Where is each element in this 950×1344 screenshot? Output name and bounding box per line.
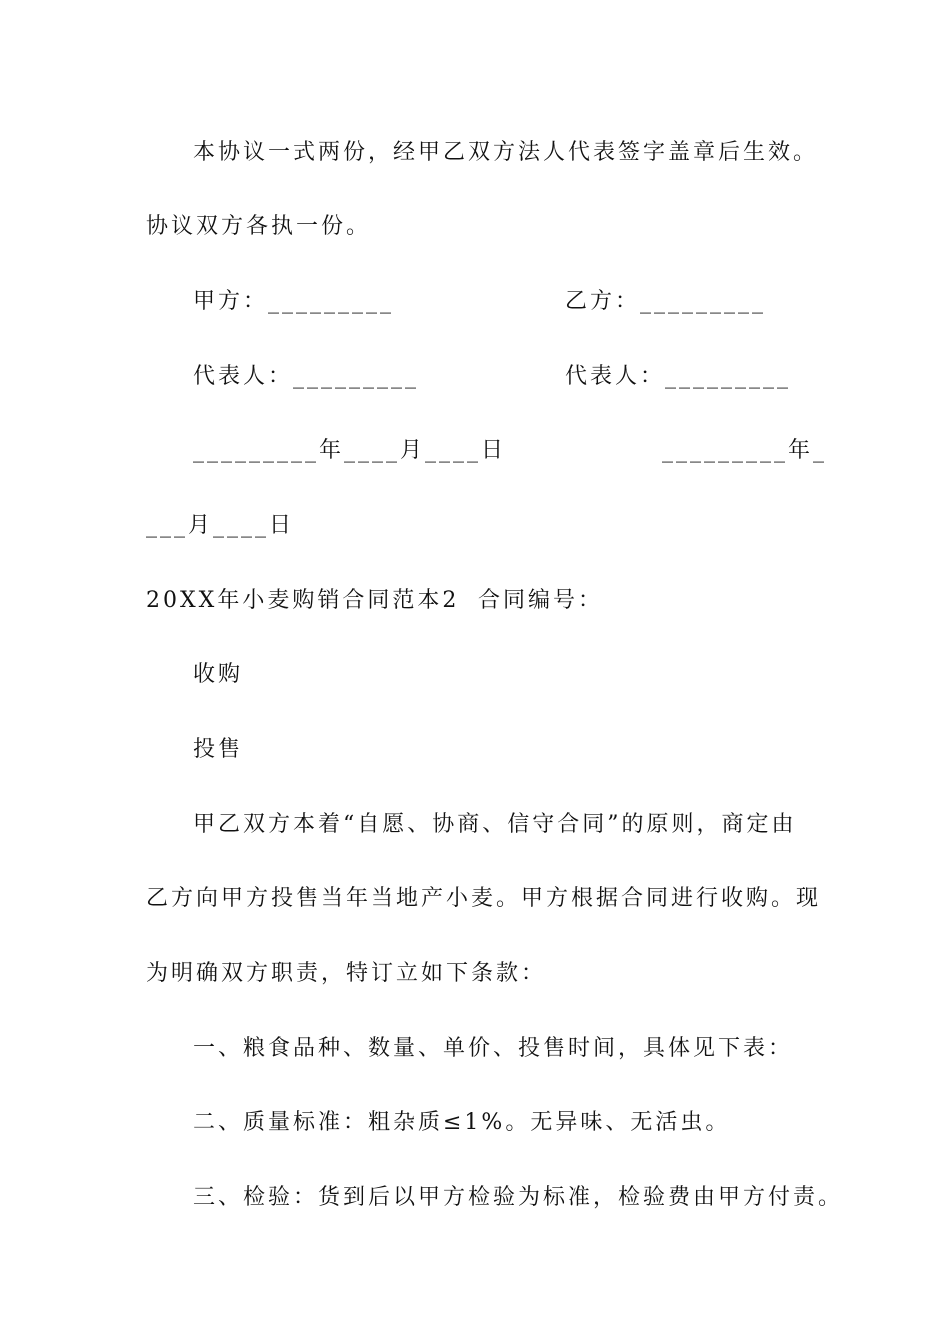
sale-label: 投售: [193, 737, 244, 762]
purchase-label: 收购: [193, 662, 244, 687]
paragraph-line: 协议双方各执一份。: [146, 214, 372, 239]
clause-3: 三、检验：货到后以甲方检验为标准，检验费由甲方付责。: [193, 1185, 844, 1210]
paragraph-line: 乙方向甲方投售当年当地产小麦。甲方根据合同进行收购。现: [146, 886, 822, 911]
date-a-field: _________年____月____日: [193, 438, 507, 463]
paragraph-line: 甲乙双方本着“自愿、协商、信守合同”的原则，商定由: [193, 812, 797, 837]
clause-1: 一、粮食品种、数量、单价、投售时间，具体见下表：: [193, 1036, 794, 1061]
contract-title: 20XX年小麦购销合同范本2: [146, 588, 460, 613]
contract-number-label: 合同编号：: [478, 588, 604, 613]
date-b-field: _________年_: [662, 438, 828, 463]
paragraph-line: 为明确双方职责，特订立如下条款：: [146, 961, 547, 986]
party-a-field: 甲方：_________: [193, 289, 395, 314]
date-b-field-continued: ___月____日: [146, 513, 295, 538]
representative-b-field: 代表人：_________: [565, 364, 792, 389]
clause-2: 二、质量标准：粗杂质≤1%。无异味、无活虫。: [193, 1110, 731, 1135]
representative-a-field: 代表人：_________: [193, 364, 420, 389]
paragraph-line: 本协议一式两份，经甲乙双方法人代表签字盖章后生效。: [193, 140, 819, 165]
party-b-field: 乙方：_________: [565, 289, 767, 314]
